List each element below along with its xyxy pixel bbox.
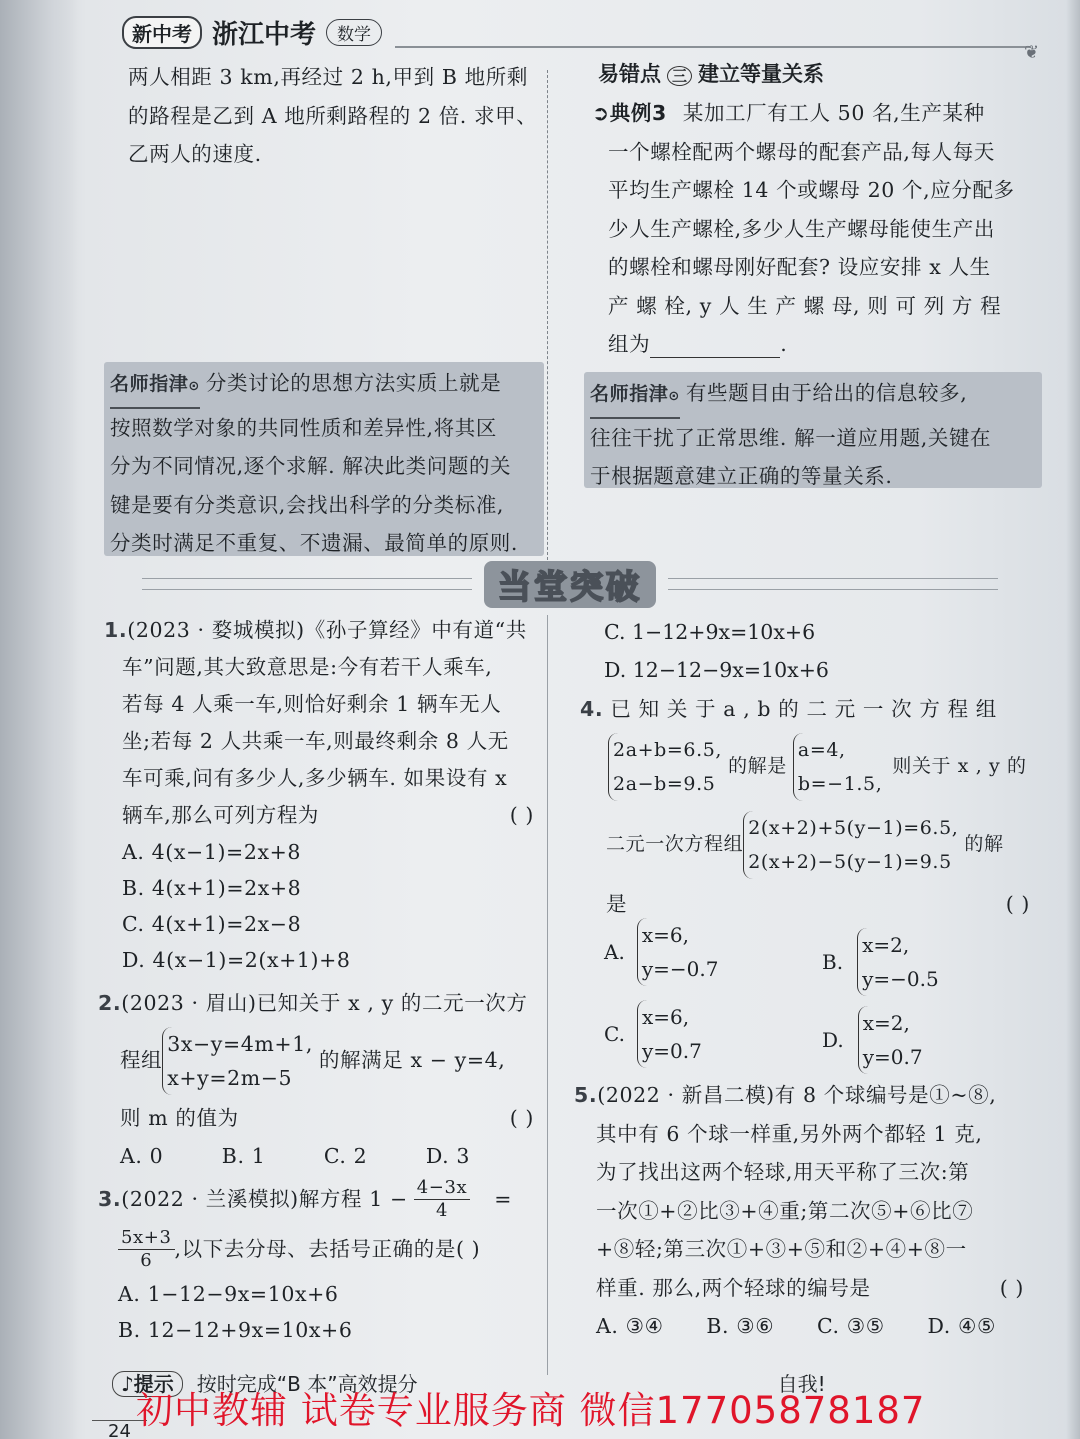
text-line: 二元一次方程组 [606, 833, 744, 856]
question-number: 4. [580, 697, 604, 721]
text-line: +⑧轻;第三次①+③+⑤和②+④+⑧一 [596, 1237, 967, 1261]
arrow-icon: ➲ [592, 101, 610, 125]
question-3: 3. (2022 · 兰溪模拟)解方程 1 − $\frac{4-3x}{4}$ = $\frac{5x+3}{6}$ ,以下去分母、去括号正确的是 ( ) A. 1−12−9x=10x+6 B. 12−12+9x=10x+6 [98, 1176, 534, 1348]
text-line: 分类讨论的思想方法实质上就是 [205, 371, 502, 395]
column-divider [547, 615, 548, 1375]
option-a[interactable]: A. 1−12−9x=10x+6 [118, 1282, 339, 1306]
text-line: 则关于 x , y 的 [892, 755, 1027, 778]
text-line: (2022 · 新昌二模)有 8 个球编号是①~⑧, [597, 1083, 997, 1107]
text-line: 键是要有分类意识,会找出科学的分类标准, [110, 492, 505, 517]
text-line: 分类时满足不重复、不遗漏、最简单的原则. [110, 531, 519, 555]
header-badge: 新中考 [122, 16, 202, 49]
question-4 [580, 690, 1030, 923]
column-divider [547, 70, 548, 570]
text-line: 已 知 关 于 a , b 的 二 元 一 次 方 程 组 [610, 697, 997, 721]
answer-paren[interactable]: ( ) [999, 1275, 1024, 1300]
header-subject: 数学 [326, 19, 382, 46]
tip-label: 名师指津⊙ [590, 375, 680, 419]
section-title [130, 560, 1010, 608]
text-line: 其中有 6 个球一样重,另外两个都轻 1 克, [596, 1121, 983, 1146]
text-line: 一次①+②比③+④重;第二次⑤+⑥比⑦ [596, 1198, 974, 1223]
watermark: 初中教辅 试卷专业服务商 微信17705878187 [136, 1389, 926, 1432]
question-1 [104, 612, 534, 978]
text-line: 辆车,那么可列方程为 [122, 803, 320, 827]
header-title: 浙江中考 [212, 20, 317, 50]
option-a[interactable]: A. 4(x−1)=2x+8 [122, 840, 302, 864]
text-line: (2023 · 婺城模拟)《孙子算经》中有道“共 [127, 618, 527, 642]
section-title-text: 当堂突破 [484, 561, 656, 608]
text-line: 样重. 那么,两个轻球的编号是 [596, 1275, 871, 1300]
question-number: 5. [574, 1083, 598, 1107]
example-label: ➲典例3 [592, 101, 667, 125]
text-line: 若每 4 人乘一车,则恰好剩余 1 辆车无人 [122, 692, 502, 716]
title-rule [668, 578, 998, 590]
question-5 [574, 1076, 1024, 1346]
text-line: 为了找出这两个轻球,用天平称了三次:第 [596, 1160, 970, 1184]
ornament-icon: ❦ [1024, 42, 1040, 63]
q4-option-a[interactable]: A. x=6, y=−0.7 [604, 918, 718, 986]
mistake-title: 建立等量关系 [698, 62, 825, 86]
option-b[interactable]: B. 4(x+1)=2x+8 [122, 876, 302, 900]
text-line: 组为 [608, 332, 651, 356]
option-b[interactable]: B. 1 [221, 1144, 266, 1168]
option-c[interactable]: C. 1−12+9x=10x+6 [604, 620, 816, 644]
answer-paren[interactable]: ( ) [509, 1105, 534, 1130]
equation-system: 2a+b=6.5, 2a−b=9.5 [608, 733, 722, 801]
fraction: $\frac{5x+3}{6}$ [118, 1227, 175, 1272]
mistake-number: 三 [667, 66, 692, 86]
option-b[interactable]: B. ③⑥ [706, 1314, 775, 1338]
text-line: 车可乘,问有多少人,多少辆车. 如果设有 x [122, 766, 508, 790]
mistake-heading [598, 58, 824, 88]
answer-paren[interactable]: ( ) [1005, 891, 1030, 916]
text-line: 平均生产螺栓 14 个或螺母 20 个,应分配多 [608, 178, 1015, 202]
text-line: 少人生产螺栓,多少人生产螺母能使生产出 [608, 216, 995, 241]
left-top-text [128, 58, 538, 174]
option-d[interactable]: D. ④⑤ [927, 1314, 996, 1338]
text-line: 于根据题意建立正确的等量关系. [590, 464, 893, 488]
question-2 [98, 984, 534, 1176]
option-c[interactable]: C. ③⑤ [816, 1314, 885, 1338]
question-number: 3. [98, 1186, 122, 1211]
question-number: 1. [104, 618, 128, 642]
title-rule [142, 578, 472, 590]
text-line: 一个螺栓配两个螺母的配套产品,每人每天 [608, 139, 995, 164]
text-line: 乙两人的速度. [128, 142, 262, 166]
fraction: $\frac{4-3x}{4}$ [414, 1177, 471, 1222]
text-line: 某加工厂有工人 50 名,生产某种 [682, 101, 985, 125]
text-line: 的解 [964, 833, 1004, 856]
tip-box-right [584, 372, 1042, 488]
text-line: 的螺栓和螺母刚好配套? 设应安排 x 人生 [608, 255, 991, 279]
footer-text: 按时完成“B 本”高效提分 [196, 1372, 418, 1396]
q4-option-d[interactable]: D. x=2, y=0.7 [822, 1006, 923, 1074]
answer-blank[interactable] [650, 333, 780, 358]
bell-icon: ♪ [121, 1372, 134, 1396]
text-line: 的解是 [728, 755, 787, 778]
option-d[interactable]: D. 3 [425, 1144, 470, 1168]
text-line: 两人相距 3 km,再经过 2 h,甲到 B 地所剩 [128, 65, 528, 89]
text-line: 的路程是乙到 A 地所剩路程的 2 倍. 求甲、 [128, 103, 538, 128]
solution-system: a=4, b=−1.5, [793, 733, 882, 801]
answer-paren[interactable]: ( ) [455, 1236, 481, 1261]
text-line: ,以下去分母、去括号正确的是 [174, 1236, 456, 1261]
option-d[interactable]: D. 12−12−9x=10x+6 [604, 658, 829, 682]
text-line: 则 m 的值为 [120, 1105, 239, 1130]
option-a[interactable]: A. ③④ [596, 1314, 664, 1338]
mistake-label: 易错点 [598, 62, 661, 86]
text-line: 有些题目由于给出的信息较多, [685, 381, 968, 405]
text-line: 是 [606, 891, 628, 916]
text-line: 程组 [120, 1048, 163, 1073]
text-line: 往往干扰了正常思维. 解一道应用题,关键在 [590, 425, 992, 450]
q4-option-c[interactable]: C. x=6, y=0.7 [604, 1000, 702, 1068]
option-b[interactable]: B. 12−12+9x=10x+6 [118, 1318, 353, 1342]
header-rule [395, 46, 1030, 48]
equation-system: 3x−y=4m+1, x+y=2m−5 [162, 1027, 313, 1095]
text-line: 分为不同情况,逐个求解. 解决此类问题的关 [110, 454, 512, 478]
text-line: 车”问题,其大致意思是:今有若干人乘车, [122, 655, 493, 679]
tip-box-left [104, 362, 544, 556]
text-line: (2022 · 兰溪模拟)解方程 1 − [121, 1186, 408, 1211]
tip-badge: ♪提示 [112, 1371, 183, 1397]
text-line: 产 螺 栓, y 人 生 产 螺 母, 则 可 列 方 程 [608, 293, 1002, 318]
example3: ➲典例3 某加工厂有工人 50 名,生产某种 一个螺栓配两个螺母的配套产品,每人每天 平均生产螺栓 14 个或螺母 20 个,应分配多 少人生产螺栓,多少人生产螺母能使生产出 的螺栓和螺母刚好配套? 设应安排 x 人生 产 螺 栓, y 人 生 产 螺 母, 则 可 列 方 程 组为 . [592, 94, 1037, 364]
equation-system: 2(x+2)+5(y−1)=6.5, 2(x+2)−5(y−1)=9.5 [743, 811, 958, 879]
page-edge [1066, 0, 1080, 1439]
text-line: 按照数学对象的共同性质和差异性,将其区 [110, 415, 497, 440]
option-c[interactable]: C. 2 [323, 1144, 368, 1168]
question-number: 2. [98, 991, 122, 1015]
header [122, 14, 382, 51]
option-a[interactable]: A. 0 [120, 1144, 164, 1168]
tip-label: 名师指津⊙ [110, 365, 200, 409]
option-d[interactable]: D. 4(x−1)=2(x+1)+8 [122, 948, 351, 972]
book-spine [0, 0, 78, 1439]
footer-tail: 自我! [777, 1372, 826, 1396]
option-c[interactable]: C. 4(x+1)=2x−8 [122, 912, 302, 936]
text-line: 坐;若每 2 人共乘一车,则最终剩余 8 人无 [122, 729, 509, 753]
page-number: 24 [92, 1420, 147, 1439]
q4-option-b[interactable]: B. x=2, y=−0.5 [822, 928, 939, 996]
text-line: (2023 · 眉山)已知关于 x , y 的二元一次方 [121, 991, 528, 1015]
text-line: 的解满足 x − y=4, [318, 1048, 506, 1073]
answer-paren[interactable]: ( ) [509, 803, 534, 827]
